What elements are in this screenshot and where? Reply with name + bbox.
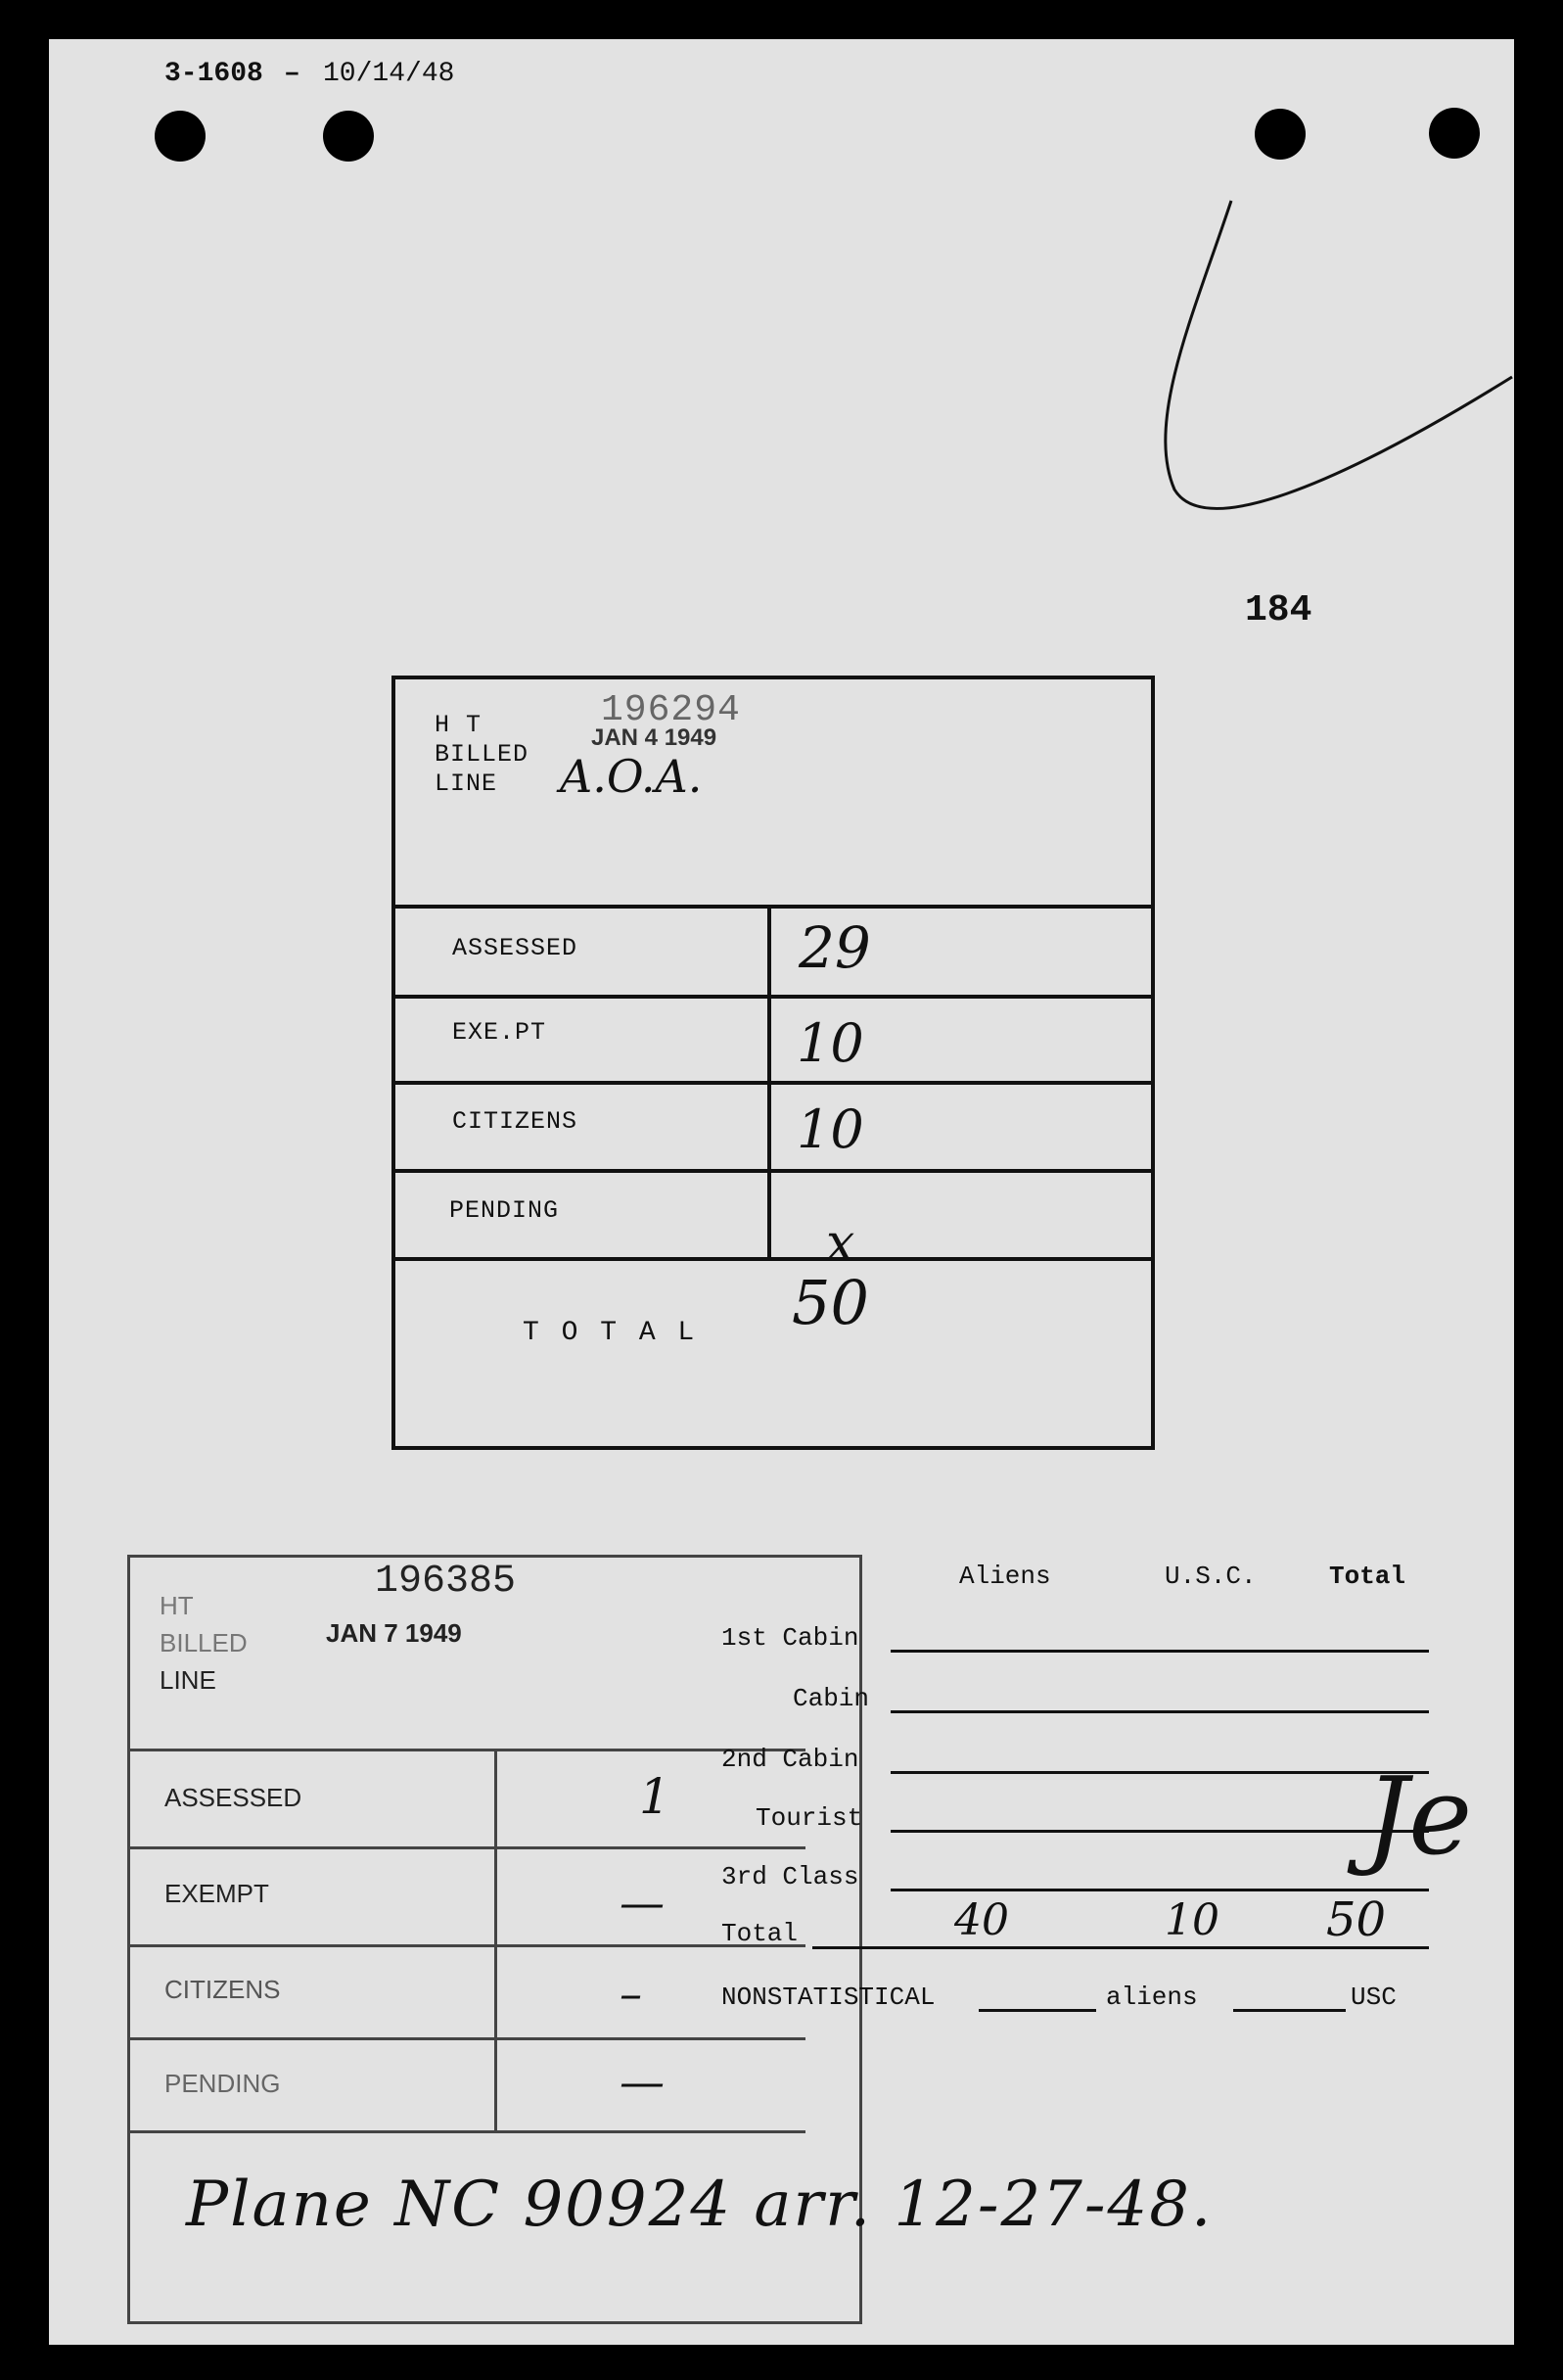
punch-hole	[323, 111, 374, 162]
nonstat-usc: USC	[1351, 1983, 1397, 2012]
column-divider	[767, 905, 771, 1259]
card1-label-ht: H T	[435, 711, 483, 739]
fill-line	[891, 1650, 1429, 1653]
card1-row-value: x	[826, 1214, 855, 1273]
card2-row-value: —	[620, 1876, 665, 1929]
footer-note: Plane NC 90924 arr. 12-27-48.	[186, 2169, 1214, 2241]
divider	[395, 995, 1151, 999]
fill-line	[891, 1830, 1429, 1833]
summary-total-total: 50	[1326, 1892, 1387, 1947]
fill-line	[1233, 2009, 1346, 2012]
card2-row-label: CITIZENS	[164, 1975, 281, 2004]
card1-row-value: 29	[799, 914, 871, 981]
card2-label-billed: BILLED	[160, 1628, 248, 1657]
card1-total-label: T O T A L	[523, 1318, 698, 1348]
card1-line-value: A.O.A.	[560, 750, 703, 803]
card1-row-value: 10	[797, 1012, 864, 1074]
page-number: 184	[1245, 589, 1312, 631]
column-divider	[494, 1749, 497, 2130]
fill-line	[891, 1710, 1429, 1713]
card1-header-labels	[435, 711, 529, 799]
card2-row-label: EXEMPT	[164, 1879, 269, 1908]
col-total: Total	[1329, 1562, 1406, 1591]
header-dash: –	[284, 59, 300, 89]
summary-row-label: Tourist	[756, 1803, 863, 1833]
card2-stamp-date: JAN 7 1949	[326, 1618, 462, 1648]
form-number: 3-1608	[164, 59, 263, 89]
card1-row-label: CITIZENS	[452, 1107, 578, 1136]
fill-line	[891, 1771, 1429, 1774]
document-page	[49, 39, 1514, 2345]
card1-label-line: LINE	[435, 770, 498, 798]
divider	[395, 1081, 1151, 1085]
card1-label-billed: BILLED	[435, 740, 529, 769]
card2-row-value: –	[620, 1967, 642, 2020]
summary-row-label: Cabin	[793, 1684, 870, 1713]
nonstat-aliens: aliens	[1106, 1983, 1198, 2012]
divider	[395, 1257, 1151, 1261]
divider	[130, 1944, 805, 1947]
card1-serial: 196294	[601, 689, 741, 731]
summary-total-aliens: 40	[954, 1895, 1009, 1945]
check-mark-stroke	[1116, 196, 1514, 558]
divider	[130, 2037, 805, 2040]
fill-line	[891, 1889, 1429, 1891]
summary-row-label: 3rd Class	[721, 1862, 859, 1891]
card1-row-label: ASSESSED	[452, 934, 578, 962]
col-aliens: Aliens	[959, 1562, 1051, 1591]
divider	[395, 1169, 1151, 1173]
tally-card-1	[391, 676, 1155, 1450]
col-usc: U.S.C.	[1165, 1562, 1257, 1591]
punch-hole	[1429, 108, 1480, 159]
card1-total-value: 50	[792, 1267, 869, 1338]
card2-row-label: PENDING	[164, 2069, 281, 2098]
card1-row-label: PENDING	[449, 1196, 560, 1225]
card2-row-value: 1	[639, 1768, 670, 1825]
divider	[130, 2130, 805, 2133]
card1-row-value: 10	[797, 1098, 864, 1160]
summary-row-label: 2nd Cabin	[721, 1745, 859, 1774]
summary-total-usc: 10	[1165, 1895, 1219, 1945]
summary-total-label: Total	[721, 1919, 799, 1948]
card2-row-value: —	[620, 2055, 665, 2108]
initials-handwritten: Je	[1365, 1753, 1473, 1879]
card2-serial: 196385	[375, 1560, 517, 1604]
card2-row-label: ASSESSED	[164, 1783, 302, 1812]
punch-hole	[155, 111, 206, 162]
card2-label-line: LINE	[160, 1665, 216, 1695]
nonstat-label: NONSTATISTICAL	[721, 1983, 936, 2012]
divider	[395, 905, 1151, 909]
card1-row-label: EXE.PT	[452, 1018, 547, 1047]
fill-line	[979, 2009, 1096, 2012]
card1-stamp-date: JAN 4 1949	[591, 724, 717, 751]
card2-label-ht: HT	[160, 1591, 194, 1620]
divider	[130, 1846, 805, 1849]
divider	[130, 1749, 805, 1751]
punch-hole	[1255, 109, 1306, 160]
summary-row-label: 1st Cabin	[721, 1623, 859, 1653]
form-date: 10/14/48	[323, 59, 455, 89]
